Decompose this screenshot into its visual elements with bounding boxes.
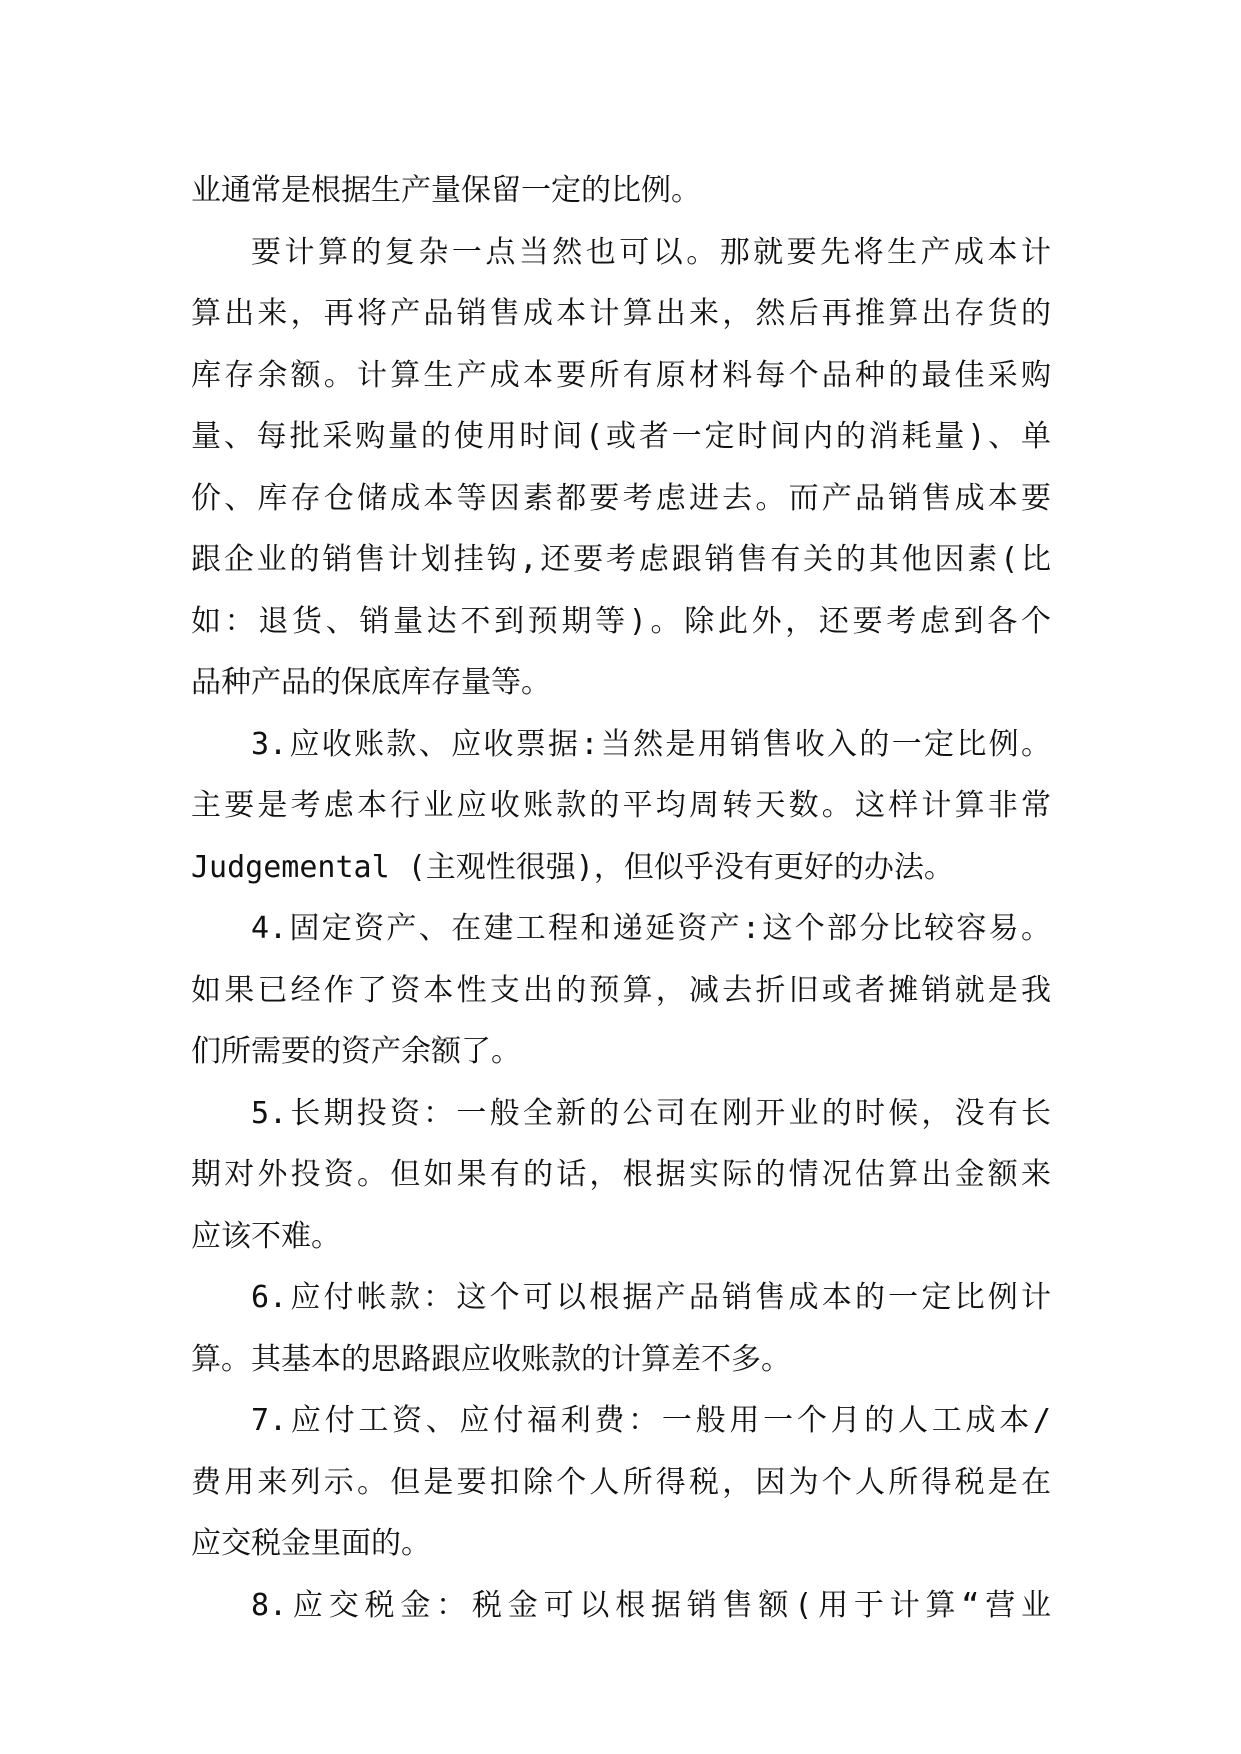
text-line: 费用来列示。但是要扣除个人所得税，因为个人所得税是在 (191, 1464, 1051, 1500)
text-line: 库存余额。计算生产成本要所有原材料每个品种的最佳采购 (191, 357, 1051, 393)
text-line: 应该不难。 (191, 1218, 341, 1254)
text-line: 3.应收账款、应收票据:当然是用销售收入的一定比例。 (251, 726, 1051, 762)
text-line: 品种产品的保底库存量等。 (191, 665, 551, 700)
text-line: 如：退货、销量达不到预期等)。除此外，还要考虑到各个 (191, 603, 1051, 639)
text-line: 7.应付工资、应付福利费：一般用一个月的人工成本/ (251, 1403, 1051, 1438)
text-line: 算出来，再将产品销售成本计算出来，然后再推算出存货的 (191, 296, 1051, 331)
text-line: 要计算的复杂一点当然也可以。那就要先将生产成本计 (251, 234, 1051, 270)
text-line: 业通常是根据生产量保留一定的比例。 (191, 173, 701, 208)
text-line: 5.长期投资：一般全新的公司在刚开业的时候，没有长 (251, 1095, 1051, 1131)
text-line: 6.应付帐款：这个可以根据产品销售成本的一定比例计 (251, 1280, 1051, 1315)
text-line: 4.固定资产、在建工程和递延资产:这个部分比较容易。 (251, 911, 1051, 946)
text-line: 算。其基本的思路跟应收账款的计算差不多。 (191, 1341, 791, 1377)
text-line: 量、每批采购量的使用时间(或者一定时间内的消耗量)、单 (191, 419, 1051, 454)
text-line: 主要是考虑本行业应收账款的平均周转天数。这样计算非常 (191, 788, 1051, 823)
body-text (191, 160, 1051, 1636)
text-line: 们所需要的资产余额了。 (191, 1034, 521, 1069)
text-line: 应交税金里面的。 (191, 1526, 431, 1561)
text-line: 跟企业的销售计划挂钩,还要考虑跟销售有关的其他因素(比 (191, 542, 1051, 577)
text-line: 8.应交税金：税金可以根据销售额(用于计算“营业 (251, 1587, 1051, 1623)
text-line: Judgemental (主观性很强)，但似乎没有更好的办法。 (191, 849, 954, 885)
text-line: 价、库存仓储成本等因素都要考虑进去。而产品销售成本要 (191, 480, 1051, 516)
text-line: 如果已经作了资本性支出的预算，减去折旧或者摊销就是我 (191, 972, 1051, 1008)
text-line: 期对外投资。但如果有的话，根据实际的情况估算出金额来 (191, 1157, 1051, 1192)
